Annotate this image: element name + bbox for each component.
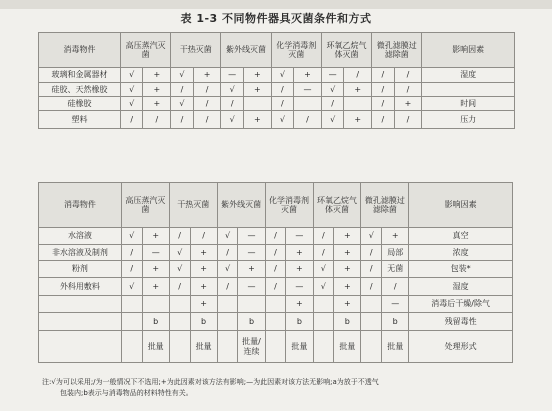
mark-cell [265, 313, 286, 331]
mark-cell: / [382, 278, 409, 296]
header-cell: 化学消毒剂灭菌 [271, 33, 321, 68]
header-cell: 环氧乙烷气体灭菌 [321, 33, 371, 68]
mark-cell [265, 296, 286, 313]
mark-cell: / [372, 68, 394, 83]
mark-cell: √ [221, 83, 243, 97]
mark-cell: + [238, 261, 265, 278]
mark-cell: 批量 [190, 331, 217, 363]
mark-cell [121, 296, 142, 313]
table-row [39, 296, 513, 313]
mark-cell: + [334, 296, 361, 313]
mark-cell: — [286, 228, 313, 245]
mark-cell: / [321, 97, 343, 111]
mark-cell: / [121, 261, 142, 278]
mark-cell [217, 313, 238, 331]
mark-cell: √ [321, 111, 343, 129]
mark-cell: + [286, 296, 313, 313]
factor-cell [422, 83, 515, 97]
mark-cell: — [238, 278, 265, 296]
factor-cell: 残留毒性 [409, 313, 513, 331]
mark-cell: / [193, 111, 221, 129]
mark-cell: + [142, 261, 169, 278]
mark-cell: √ [169, 261, 190, 278]
table-row [39, 228, 513, 245]
mark-cell: √ [120, 97, 142, 111]
mark-cell: — [142, 245, 169, 261]
mark-cell: √ [120, 83, 142, 97]
mark-cell [361, 296, 382, 313]
table-row [39, 83, 515, 97]
mark-cell: / [394, 83, 422, 97]
item-cell [39, 331, 122, 363]
mark-cell: / [193, 97, 221, 111]
table-row [39, 245, 513, 261]
header-cell: 高压蒸汽灭菌 [121, 183, 169, 228]
mark-cell: √ [217, 261, 238, 278]
mark-cell: + [143, 68, 171, 83]
mark-cell: √ [217, 228, 238, 245]
mark-cell: / [265, 278, 286, 296]
mark-cell: + [143, 97, 171, 111]
header-cell: 干热灭菌 [169, 183, 217, 228]
mark-cell: / [217, 245, 238, 261]
table-row [39, 278, 513, 296]
mark-cell: / [265, 261, 286, 278]
header-cell: 紫外线灭菌 [217, 183, 265, 228]
mark-cell: 批量 [382, 331, 409, 363]
mark-cell: + [190, 296, 217, 313]
mark-cell: b [190, 313, 217, 331]
mark-cell: / [217, 278, 238, 296]
factor-cell: 湿度 [422, 68, 515, 83]
mark-cell: b [334, 313, 361, 331]
item-cell [39, 296, 122, 313]
item-cell: 硅胶、天然橡胶 [39, 83, 121, 97]
header-cell: 微孔滤膜过滤除菌 [361, 183, 409, 228]
mark-cell: / [143, 111, 171, 129]
mark-cell [169, 296, 190, 313]
mark-cell [313, 331, 334, 363]
mark-cell: + [294, 68, 322, 83]
mark-cell: / [190, 228, 217, 245]
mark-cell [265, 331, 286, 363]
mark-cell: √ [271, 111, 293, 129]
mark-cell: / [361, 245, 382, 261]
header-cell: 干热灭菌 [171, 33, 221, 68]
mark-cell: — [294, 83, 322, 97]
mark-cell: + [344, 83, 372, 97]
factor-cell: 浓度 [409, 245, 513, 261]
mark-cell: b [286, 313, 313, 331]
header-cell: 微孔滤膜过滤除菌 [372, 33, 422, 68]
mark-cell [217, 296, 238, 313]
header-cell: 高压蒸汽灭菌 [120, 33, 170, 68]
header-cell: 影响因素 [409, 183, 513, 228]
item-cell: 塑料 [39, 111, 121, 129]
mark-cell: 无菌 [382, 261, 409, 278]
mark-cell [169, 331, 190, 363]
mark-cell: + [334, 245, 361, 261]
mark-cell: — [238, 228, 265, 245]
mark-cell: / [372, 111, 394, 129]
factor-cell: 压力 [422, 111, 515, 129]
mark-cell [121, 331, 142, 363]
footnote-line-2: 包装内;b表示与消毒物品的材料特性有关。 [60, 389, 193, 397]
mark-cell: / [313, 228, 334, 245]
mark-cell [238, 296, 265, 313]
mark-cell: — [238, 245, 265, 261]
mark-cell [243, 97, 271, 111]
mark-cell: √ [313, 261, 334, 278]
mark-cell [142, 296, 169, 313]
table-row [39, 313, 513, 331]
item-cell: 玻璃和金属器材 [39, 68, 121, 83]
mark-cell: 局部 [382, 245, 409, 261]
mark-cell [361, 331, 382, 363]
item-cell: 硅橡胶 [39, 97, 121, 111]
mark-cell [169, 313, 190, 331]
mark-cell: √ [271, 68, 293, 83]
mark-cell: / [120, 111, 142, 129]
mark-cell: √ [169, 245, 190, 261]
mark-cell: / [169, 278, 190, 296]
mark-cell: √ [361, 228, 382, 245]
mark-cell: + [142, 228, 169, 245]
factor-cell: 湿度 [409, 278, 513, 296]
table-row [39, 111, 515, 129]
header-cell: 影响因素 [422, 33, 515, 68]
mark-cell: √ [171, 68, 193, 83]
mark-cell: / [221, 97, 243, 111]
mark-cell: + [243, 83, 271, 97]
item-cell: 粉剂 [39, 261, 122, 278]
table-row [39, 331, 513, 363]
factor-cell: 消毒后干燥/除气 [409, 296, 513, 313]
mark-cell [344, 97, 372, 111]
mark-cell: + [334, 261, 361, 278]
factor-cell: 处理形式 [409, 331, 513, 363]
mark-cell: / [171, 111, 193, 129]
item-cell [39, 313, 122, 331]
mark-cell: + [243, 68, 271, 83]
mark-cell: b [382, 313, 409, 331]
mark-cell: √ [221, 111, 243, 129]
mark-cell: / [361, 261, 382, 278]
mark-cell: + [382, 228, 409, 245]
mark-cell: + [142, 278, 169, 296]
mark-cell: / [193, 83, 221, 97]
footnote-line-1: 注:√为可以采用;/为一般情况下不选用;+为此因素对该方法有影响;—为此因素对该方法无影响;a为放于不透气 [42, 378, 379, 386]
footnote [42, 377, 522, 399]
mark-cell [313, 296, 334, 313]
mark-cell: 批量 [334, 331, 361, 363]
mark-cell: / [121, 245, 142, 261]
mark-cell: — [286, 278, 313, 296]
header-cell: 化学消毒剂灭菌 [265, 183, 313, 228]
mark-cell: / [394, 68, 422, 83]
mark-cell: + [190, 261, 217, 278]
header-cell: 环氧乙烷气体灭菌 [313, 183, 361, 228]
mark-cell: — [221, 68, 243, 83]
item-cell: 水溶液 [39, 228, 122, 245]
mark-cell: + [143, 83, 171, 97]
header-cell: 紫外线灭菌 [221, 33, 271, 68]
factor-cell: 包装* [409, 261, 513, 278]
mark-cell: / [313, 245, 334, 261]
mark-cell: + [334, 278, 361, 296]
mark-cell: √ [121, 278, 142, 296]
item-cell: 非水溶液及制剂 [39, 245, 122, 261]
item-cell: 外科用敷料 [39, 278, 122, 296]
mark-cell: √ [321, 83, 343, 97]
mark-cell: / [171, 83, 193, 97]
mark-cell: 批量/连续 [238, 331, 265, 363]
mark-cell: / [271, 97, 293, 111]
mark-cell: 批量 [142, 331, 169, 363]
mark-cell: + [190, 245, 217, 261]
mark-cell: √ [171, 97, 193, 111]
mark-cell: 批量 [286, 331, 313, 363]
mark-cell: b [142, 313, 169, 331]
mark-cell: b [238, 313, 265, 331]
mark-cell: — [321, 68, 343, 83]
mark-cell [361, 313, 382, 331]
mark-cell: / [265, 245, 286, 261]
mark-cell [217, 331, 238, 363]
mark-cell: / [361, 278, 382, 296]
mark-cell: / [372, 97, 394, 111]
mark-cell: / [271, 83, 293, 97]
scan-top-strip [0, 0, 552, 9]
mark-cell: + [190, 278, 217, 296]
table-row [39, 97, 515, 111]
table-row [39, 261, 513, 278]
table-row [39, 68, 515, 83]
mark-cell: + [344, 111, 372, 129]
sterilization-table-2 [38, 182, 513, 363]
mark-cell [294, 97, 322, 111]
mark-cell: / [394, 111, 422, 129]
factor-cell: 真空 [409, 228, 513, 245]
mark-cell: / [372, 83, 394, 97]
mark-cell: — [382, 296, 409, 313]
mark-cell: / [169, 228, 190, 245]
mark-cell: √ [120, 68, 142, 83]
sterilization-table-1 [38, 32, 515, 129]
header-cell: 消毒物件 [39, 183, 122, 228]
mark-cell: + [286, 245, 313, 261]
mark-cell: / [294, 111, 322, 129]
mark-cell: √ [121, 228, 142, 245]
header-cell: 消毒物件 [39, 33, 121, 68]
mark-cell: + [394, 97, 422, 111]
mark-cell: + [286, 261, 313, 278]
mark-cell: √ [313, 278, 334, 296]
table-title: 表 1-3 不同物件器具灭菌条件和方式 [180, 12, 372, 25]
mark-cell: + [193, 68, 221, 83]
mark-cell: + [243, 111, 271, 129]
mark-cell [313, 313, 334, 331]
factor-cell: 时间 [422, 97, 515, 111]
mark-cell: / [265, 228, 286, 245]
mark-cell: / [344, 68, 372, 83]
mark-cell [121, 313, 142, 331]
mark-cell: + [334, 228, 361, 245]
